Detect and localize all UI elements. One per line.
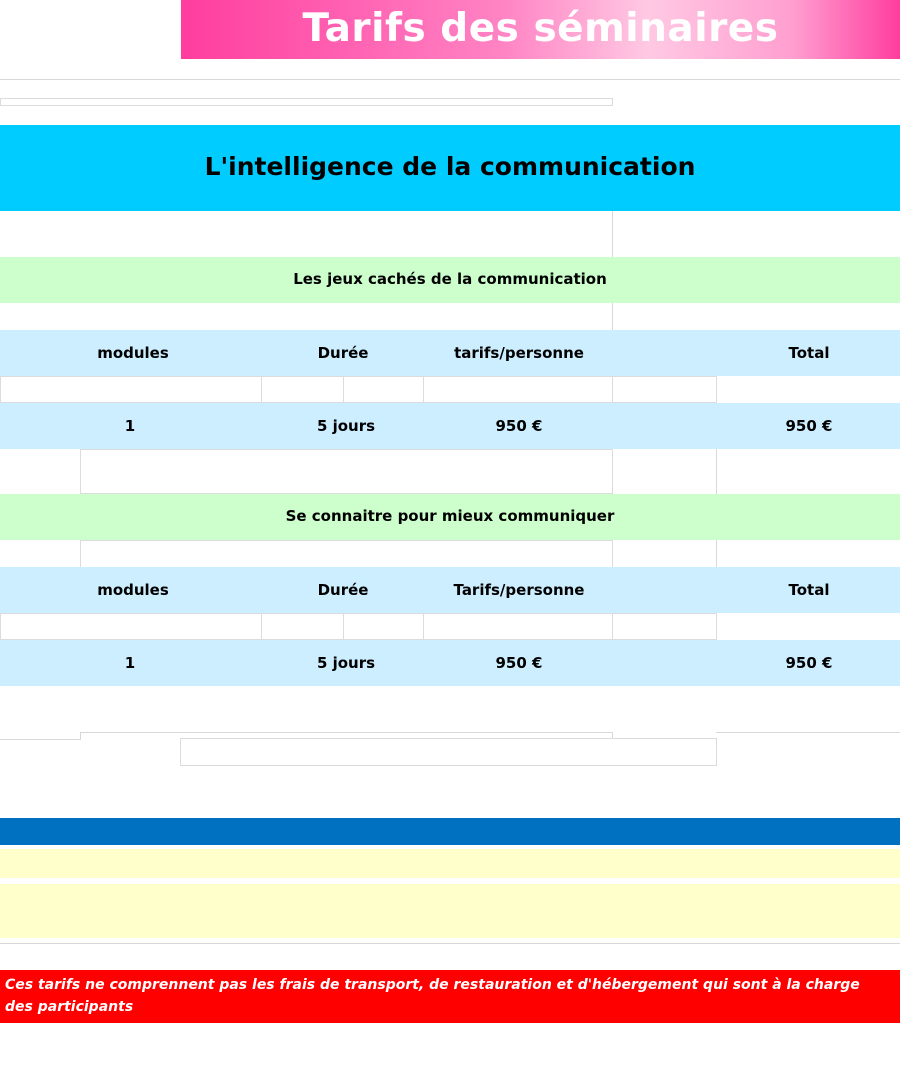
grid-line [0,79,900,80]
col-modules: modules [97,581,169,599]
seminar-1-row [0,403,900,449]
row-total: 950 € [785,417,833,435]
grid-box [343,376,424,403]
highlight-band [0,849,900,878]
seminar-1-header [0,257,900,303]
footer-note: Ces tarifs ne comprennent pas les frais de transport, de restauration et d'hébergement qui sont à la charge des participants [5,977,860,1015]
col-duree: Durée [317,344,369,362]
row-tarif: 950 € [495,654,543,672]
col-total: Total [788,344,830,362]
row-modules: 1 [124,654,136,672]
grid-box [343,613,424,640]
grid-box [0,376,262,403]
grid-line [612,303,613,330]
grid-box [0,98,613,106]
seminar-1-column-headers [0,330,900,376]
highlight-band [0,884,900,938]
grid-line [0,739,80,740]
page-title: Tarifs des séminaires [302,6,779,51]
section-header [0,125,900,211]
grid-line [612,211,613,257]
divider-bar [0,818,900,845]
row-modules: 1 [124,417,136,435]
col-total: Total [788,581,830,599]
grid-box [0,613,262,640]
grid-box [261,376,344,403]
seminar-1-title: Les jeux cachés de la communication [293,270,607,288]
footer-note-box [0,970,900,1023]
row-duree: 5 jours [316,417,376,435]
grid-line [716,540,717,568]
grid-box [80,449,613,494]
grid-line [80,732,613,733]
grid-box [180,738,717,766]
title-banner [181,0,900,59]
grid-box [612,376,717,403]
grid-line [0,943,900,944]
grid-line [716,732,900,733]
col-tarif: tarifs/personne [454,344,584,362]
grid-line [716,449,717,494]
row-tarif: 950 € [495,417,543,435]
grid-box [261,613,344,640]
grid-box [80,540,613,568]
seminar-2-row [0,640,900,686]
seminar-2-header [0,494,900,540]
col-modules: modules [97,344,169,362]
col-duree: Durée [317,581,369,599]
seminar-2-column-headers [0,567,900,613]
col-tarif: Tarifs/personne [453,581,585,599]
grid-box [423,613,613,640]
row-duree: 5 jours [316,654,376,672]
grid-box [423,376,613,403]
grid-line [80,732,81,740]
seminar-2-title: Se connaitre pour mieux communiquer [285,507,615,525]
row-total: 950 € [785,654,833,672]
grid-box [612,613,717,640]
section-title: L'intelligence de la communication [204,152,696,181]
